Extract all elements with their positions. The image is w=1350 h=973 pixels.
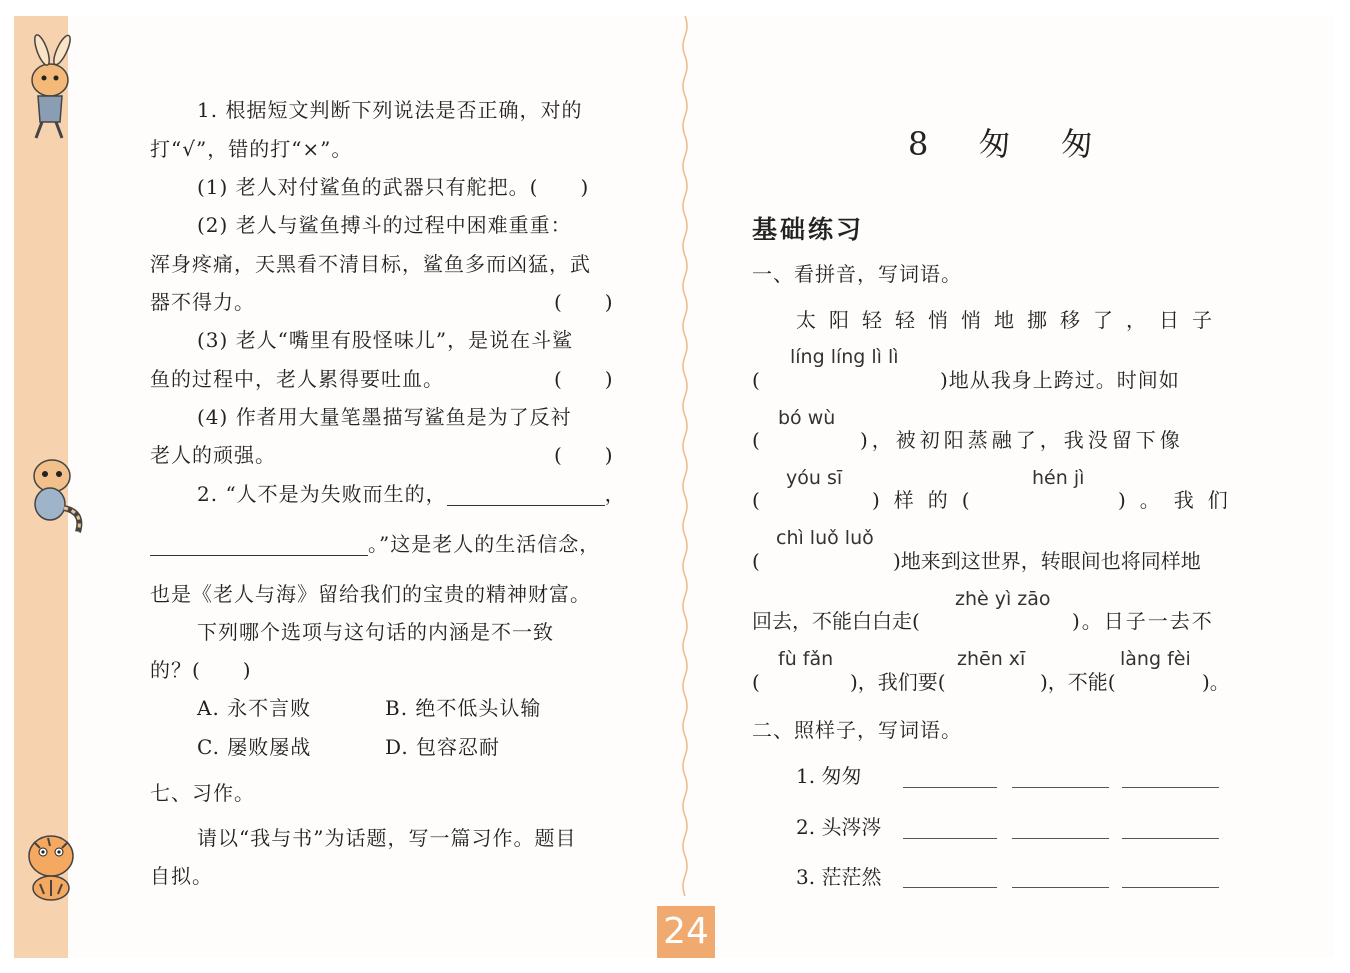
passage-line4-mid: )样的( <box>872 488 984 512</box>
q1-item4-line2: 老人的顽强。 <box>150 443 276 467</box>
q1-item1: (1) 老人对付鲨鱼的武器只有舵把。( ) <box>197 175 590 199</box>
passage-line3-rest: )，被初阳蒸融了，我没留下像 <box>860 428 1184 452</box>
pinyin-4: hén jì <box>1032 467 1085 489</box>
passage-line7-c: )，不能( <box>1040 670 1116 694</box>
q1-item2-line2: 浑身疼痛，天黑看不清目标，鲨鱼多而凶猛，武 <box>150 252 591 276</box>
raccoon-mascot-icon <box>14 448 90 534</box>
q2-blank-1[interactable] <box>447 485 605 506</box>
passage-line1: 太阳轻轻悄悄地挪移了，日子 <box>796 308 1225 332</box>
example-1-blank-3[interactable] <box>1122 787 1219 788</box>
example-1-blank-1[interactable] <box>903 787 997 788</box>
pinyin-9: làng fèi <box>1120 648 1191 670</box>
q2-start: 2. “人不是为失败而生的， <box>197 482 447 506</box>
passage-line5-rest: )地来到这世界，转眼间也将同样地 <box>893 549 1201 573</box>
passage-line2-open: ( <box>752 368 761 392</box>
q2-blank-2[interactable] <box>150 535 368 556</box>
pinyin-6: zhè yì zāo <box>955 588 1051 610</box>
example-1-label: 1. 匆匆 <box>796 764 862 788</box>
example-2-label: 2. 头涔涔 <box>796 815 882 839</box>
passage-line7-a: ( <box>752 670 761 694</box>
option-d[interactable]: D. 包容忍耐 <box>385 735 501 759</box>
q1-line1: 1. 根据短文判断下列说法是否正确，对的 <box>197 98 583 122</box>
section-7-line2: 自拟。 <box>150 864 213 888</box>
q2-comma: ， <box>604 482 626 506</box>
pinyin-2: bó wù <box>778 407 836 429</box>
q2-line2 <box>150 532 600 556</box>
passage-line4-end: )。我们 <box>1118 488 1242 512</box>
example-3-label: 3. 茫茫然 <box>796 865 882 889</box>
page-spine-divider <box>680 16 690 896</box>
example-2-blank-3[interactable] <box>1122 838 1219 839</box>
section-7-title: 七、习作。 <box>150 781 255 805</box>
passage-line4-open: ( <box>752 488 761 512</box>
q2-line3: 也是《老人与海》留给我们的宝贵的精神财富。 <box>150 582 591 606</box>
part2-title: 二、照样子，写词语。 <box>752 718 962 742</box>
q2-mid: 。”这是老人的生活信念， <box>368 532 601 556</box>
q1-item3-answer-paren[interactable]: ( ) <box>554 367 614 391</box>
passage-line6-end: )。日子一去不 <box>1072 609 1214 633</box>
page-number: 24 <box>657 906 715 958</box>
example-2-blank-2[interactable] <box>1012 838 1109 839</box>
rabbit-mascot-icon <box>14 30 86 142</box>
q1-item3-line2: 鱼的过程中，老人累得要吐血。 <box>150 367 444 391</box>
q2-line4: 下列哪个选项与这句话的内涵是不一致 <box>197 620 554 644</box>
pinyin-7: fù fǎn <box>778 648 834 670</box>
option-a[interactable]: A. 永不言败 <box>197 696 312 720</box>
q1-item3-line1: (3) 老人“嘴里有股怪味儿”，是说在斗鲨 <box>197 328 574 352</box>
passage-line6-start: 回去，不能白白走( <box>752 609 920 633</box>
q2-line5[interactable]: 的？( ) <box>150 658 252 682</box>
option-b[interactable]: B. 绝不低头认输 <box>385 696 542 720</box>
pinyin-1: líng líng lì lì <box>790 346 899 368</box>
example-3-blank-2[interactable] <box>1012 887 1109 888</box>
passage-line2-rest: )地从我身上跨过。时间如 <box>940 368 1180 392</box>
section-7-line1: 请以“我与书”为话题，写一篇习作。题目 <box>197 826 577 850</box>
example-2-blank-1[interactable] <box>903 838 997 839</box>
q1-item2-line1: (2) 老人与鲨鱼搏斗的过程中困难重重： <box>197 213 572 237</box>
example-1-blank-2[interactable] <box>1012 787 1109 788</box>
q1-line2: 打“√”，错的打“×”。 <box>150 137 353 161</box>
tiger-mascot-icon <box>20 818 82 904</box>
pinyin-5: chì luǒ luǒ <box>776 527 874 549</box>
passage-line7-b: )，我们要( <box>850 670 946 694</box>
passage-line3-open: ( <box>752 428 761 452</box>
q1-item2-line3: 器不得力。 <box>150 290 255 314</box>
example-3-blank-1[interactable] <box>903 887 997 888</box>
q1-item4-line1: (4) 作者用大量笔墨描写鲨鱼是为了反衬 <box>197 405 572 429</box>
pinyin-8: zhēn xī <box>957 648 1026 670</box>
part1-title: 一、看拼音，写词语。 <box>752 262 962 286</box>
option-c[interactable]: C. 屡败屡战 <box>197 735 312 759</box>
passage-line5-open: ( <box>752 549 761 573</box>
pinyin-3: yóu sī <box>786 467 843 489</box>
section-heading: 基础练习 <box>752 215 865 244</box>
q1-item4-answer-paren[interactable]: ( ) <box>554 443 614 467</box>
example-3-blank-3[interactable] <box>1122 887 1219 888</box>
q1-item2-answer-paren[interactable]: ( ) <box>554 290 614 314</box>
passage-line7-d: )。 <box>1202 670 1230 694</box>
q2-line1 <box>197 482 626 506</box>
lesson-title: 8 匆 匆 <box>908 125 1113 163</box>
